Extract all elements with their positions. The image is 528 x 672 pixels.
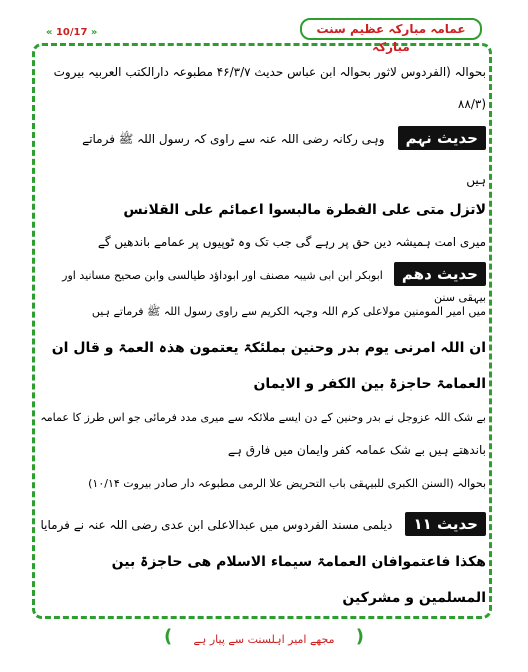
arabic-text: المسلمین و مشرکین (342, 590, 486, 606)
hadith-9-row (40, 126, 486, 150)
text-line: بحوالہ (السنن الکبری للبیہقی باب التحریض علا الرمی مطبوعہ دار صادر بیروت ۱۰/۱۴) (88, 477, 486, 490)
arabic-text: ھکذا فاعتموافان العمامۃ سیماء الاسلام ھی حاجزۃ بین (111, 554, 486, 570)
header-title: عمامہ مبارکہ عظیم سنت مبارکہ (300, 18, 482, 40)
bracket-right-icon: ) (164, 626, 173, 647)
text-line: (۸۸/۳ (457, 97, 486, 111)
text-line: ابوبکر ابن ابی شیبہ مصنف اور ابوداؤد طیالسی وابن صحیح مسانید اور بیہقی سنن (62, 269, 486, 304)
hadith-heading: حدیث نہم (398, 126, 486, 150)
arabic-text: العمامۃ حاجزۃ بین الکفر و الایمان (253, 376, 486, 392)
hadith-heading: حدیث ۱۱ (405, 512, 486, 536)
text-line: باندھتے ہیں بے شک عمامہ کفر وایمان میں فارق ہے (227, 443, 486, 457)
text-line: بے شک اللہ عزوجل نے بدر وحنین کے دن ایسے ملائکہ سے میری مدد فرمائی جو اس طرز کا عمامہ (40, 411, 486, 424)
footer-text: مجھے امیر اہلسنت سے پیار ہے (193, 633, 335, 646)
arabic-text: ان اللہ امرنی یوم بدر وحنین بملئکۃ یعتمون ھذہ العمۃ و قال ان (51, 340, 486, 356)
bracket-left-icon: ( (355, 626, 364, 647)
text-line: میں امیر المومنین مولاعلی کرم اللہ وجہہ الکریم سے راوی رسول اللہ ﷺ فرماتے ہیں (91, 305, 486, 318)
hadith-heading: حدیث دھم (394, 262, 486, 286)
arabic-text: لاتزل متی علی الفطرة مالبسوا اعمائم علی القلانس (123, 202, 486, 218)
text-line: دیلمی مسند الفردوس میں عبدالاعلی ابن عدی رضی اللہ عنہ نے فرمایا (40, 518, 393, 532)
text-line: وہی رکانہ رضی اللہ عنہ سے راوی کہ رسول اللہ ﷺ فرماتے (82, 132, 385, 146)
footer (164, 628, 364, 650)
text-line: میری امت ہمیشہ دین حق پر رہے گی جب تک وہ ٹوپیوں پر عمامے باندھیں گے (97, 235, 486, 249)
hadith-11-row (40, 512, 486, 536)
page-number: « 10/17 » (46, 27, 98, 38)
text-line: بحوالہ (الفردوس لاثور بحوالہ ابن عباس حدیث ۴۶/۳/۷ مطبوعہ دارالکتب العربیہ بیروت (53, 65, 486, 79)
text-line: ہیں (466, 173, 486, 187)
